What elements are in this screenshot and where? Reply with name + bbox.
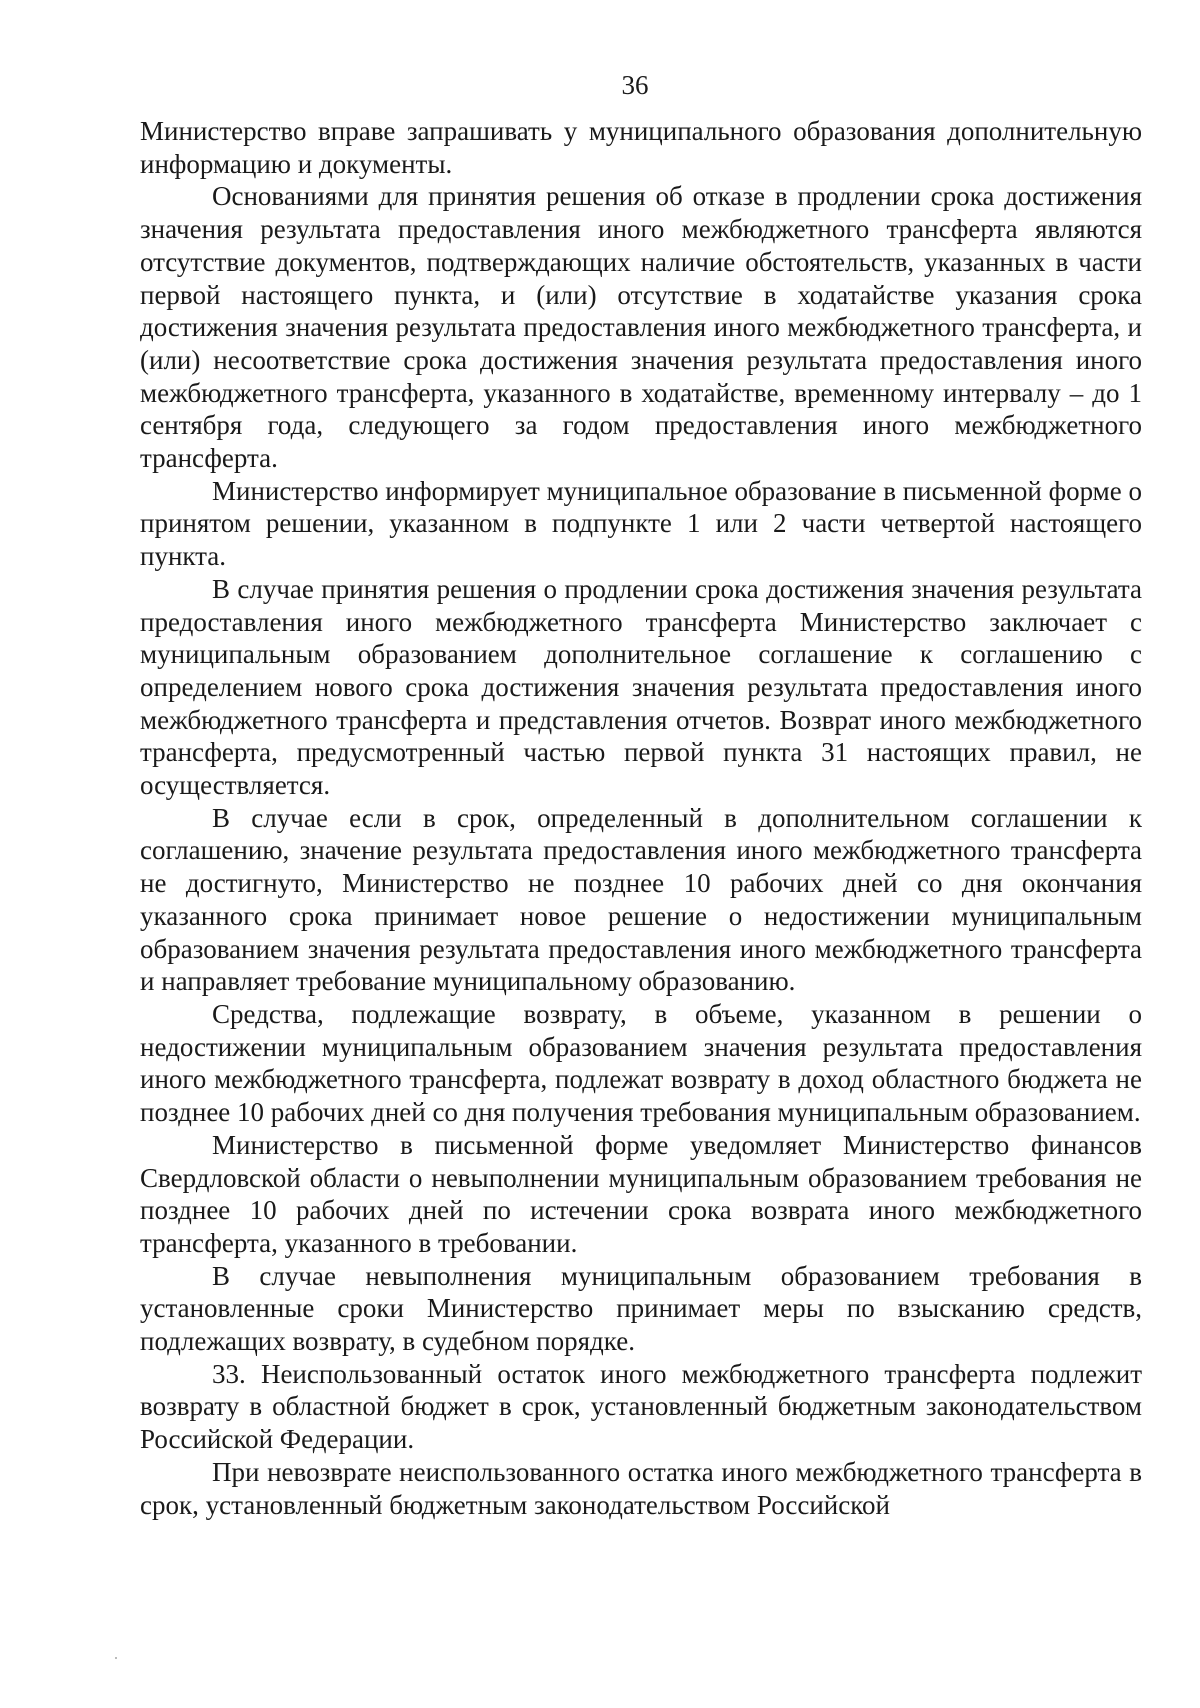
paragraph: В случае если в срок, определенный в дополнительном соглашении к соглашению, значение результата предоставления иного межбюджетного трансферта не достигнуто, Министерство не позднее 10 рабочих дней со дня окончания указанного срока принимает новое решение о недостижении муниципальным образованием значения результата предоставления иного межбюджетного трансферта и направляет требование муниципальному образованию. [140,802,1142,997]
paragraph: Средства, подлежащие возврату, в объеме, указанном в решении о недостижении муниципальным образованием значения результата предоставления иного межбюджетного трансферта, подлежат возврату в доход областного бюджета не позднее 10 рабочих дней со дня получения требования муниципальным образованием. [140,998,1142,1128]
paragraph: При невозврате неиспользованного остатка иного межбюджетного трансферта в срок, установленный бюджетным законодательством Российской [140,1456,1142,1520]
paragraph: Министерство информирует муниципальное образование в письменной форме о принятом решении, указанном в подпункте 1 или 2 части четвертой настоящего пункта. [140,475,1142,572]
scan-speck [115,1657,117,1659]
paragraph: Министерство в письменной форме уведомляет Министерство финансов Свердловской области о невыполнении муниципальным образованием требования не позднее 10 рабочих дней по истечении срока возврата иного межбюджетного трансферта, указанного в требовании. [140,1129,1142,1258]
paragraph: Основаниями для принятия решения об отказе в продлении срока достижения значения результата предоставления иного межбюджетного трансферта являются отсутствие документов, подтверждающих наличие обстоятельств, указанных в части первой настоящего пункта, и (или) отсутствие в ходатайстве указания срока достижения значения результата предоставления иного межбюджетного трансферта, и (или) несоответствие срока достижения значения результата предоставления иного межбюджетного трансферта, указанного в ходатайстве, временному интервалу – до 1 сентября года, следующего за годом предоставления иного межбюджетного трансферта. [140,181,1142,474]
paragraph: В случае принятия решения о продлении срока достижения значения результата предоставления иного межбюджетного трансферта Министерство заключает с муниципальным образованием дополнительное соглашение к соглашению с определением нового срока достижения значения результата предоставления иного межбюджетного трансферта и представления отчетов. Возврат иного межбюджетного трансферта, предусмотренный частью первой пункта 31 настоящих правил, не осуществляется. [140,573,1142,801]
document-body [140,115,1142,1521]
paragraph: В случае невыполнения муниципальным образованием требования в установленные сроки Министерство принимает меры по взысканию средств, подлежащих возврату, в судебном порядке. [140,1260,1142,1357]
page-number: 36 [621,70,649,100]
paragraph: 33. Неиспользованный остаток иного межбюджетного трансферта подлежит возврату в областной бюджет в срок, установленный бюджетным законодательством Российской Федерации. [140,1358,1142,1455]
paragraph: Министерство вправе запрашивать у муниципального образования дополнительную информацию и документы. [140,116,1142,179]
